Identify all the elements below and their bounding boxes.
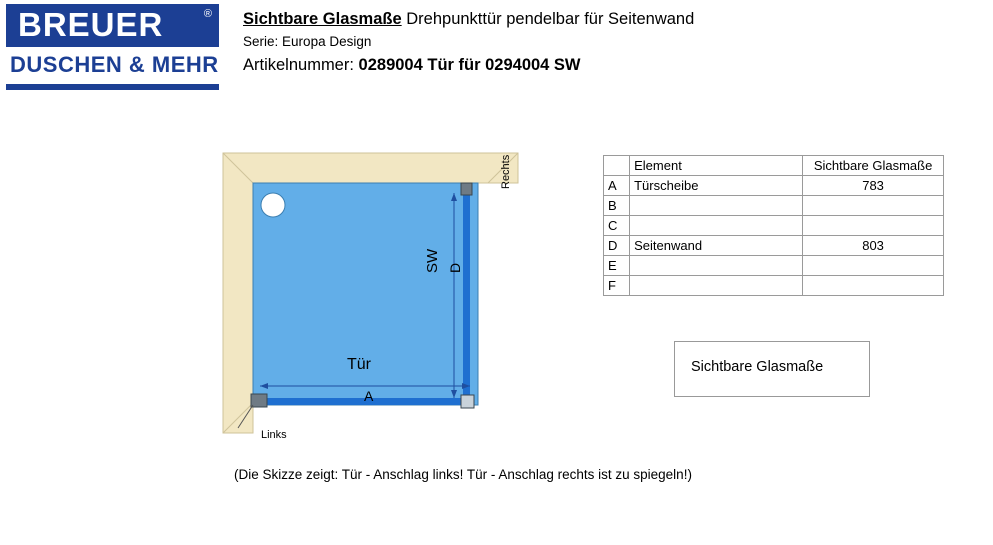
label-links: Links <box>261 429 287 441</box>
document-title <box>243 8 943 31</box>
table-row <box>604 276 944 296</box>
table-row <box>604 176 944 196</box>
table-header-row <box>604 156 944 176</box>
table-row <box>604 216 944 236</box>
series-line <box>243 31 943 53</box>
series-label: Serie: <box>243 34 279 49</box>
row-value <box>803 256 944 276</box>
label-a: A <box>364 388 374 404</box>
table-row <box>604 196 944 216</box>
legend-box <box>674 341 870 397</box>
logo-tagline: DUSCHEN & MEHR <box>10 52 219 77</box>
side-panel-top-fitting <box>461 183 472 195</box>
document-title-strong: Sichtbare Glasmaße <box>243 10 402 28</box>
row-value <box>803 196 944 216</box>
row-letter: A <box>604 176 630 196</box>
row-letter: B <box>604 196 630 216</box>
row-value: 783 <box>803 176 944 196</box>
row-element <box>630 216 803 236</box>
legend-label: Sichtbare Glasmaße <box>691 359 824 375</box>
row-letter: D <box>604 236 630 256</box>
row-element: Seitenwand <box>630 236 803 256</box>
row-value: 803 <box>803 236 944 256</box>
label-rechts: Rechts <box>500 154 512 189</box>
row-element <box>630 196 803 216</box>
logo-underline-bar <box>6 84 219 90</box>
glass-dimensions-table <box>603 155 944 296</box>
glass-dimensions-table-wrapper <box>603 155 944 296</box>
header-letter <box>604 156 630 176</box>
row-letter: C <box>604 216 630 236</box>
series-value: Europa Design <box>282 34 372 49</box>
page-header <box>0 0 993 100</box>
door-corner-fitting <box>461 395 474 408</box>
table-row <box>604 256 944 276</box>
label-d: D <box>447 262 463 273</box>
header-text-block <box>243 8 943 77</box>
row-element <box>630 256 803 276</box>
logo-brand-name: BREUER <box>18 6 164 43</box>
article-label: Artikelnummer: <box>243 56 354 74</box>
article-value: 0289004 Tür für 0294004 SW <box>358 56 581 74</box>
footnote-text: (Die Skizze zeigt: Tür - Anschlag links! Tür - Anschlag rechts ist zu spiegeln!) <box>234 467 692 482</box>
row-value <box>803 216 944 236</box>
article-line <box>243 53 943 77</box>
header-value: Sichtbare Glasmaße <box>803 156 944 176</box>
shower-head-icon <box>261 193 285 217</box>
table-row <box>604 236 944 256</box>
row-element: Türscheibe <box>630 176 803 196</box>
side-panel-profile <box>463 187 470 405</box>
header-element: Element <box>630 156 803 176</box>
row-letter: F <box>604 276 630 296</box>
label-tuer: Tür <box>347 356 371 373</box>
document-title-rest: Drehpunkttür pendelbar für Seitenwand <box>406 10 695 28</box>
label-sw: SW <box>424 248 441 273</box>
row-letter: E <box>604 256 630 276</box>
registered-trademark-icon: ® <box>203 8 212 20</box>
shower-enclosure-diagram <box>218 143 528 443</box>
brand-logo <box>6 4 219 92</box>
door-hinge-fitting <box>251 394 267 407</box>
logo-blue-bar <box>6 4 219 47</box>
row-value <box>803 276 944 296</box>
row-element <box>630 276 803 296</box>
